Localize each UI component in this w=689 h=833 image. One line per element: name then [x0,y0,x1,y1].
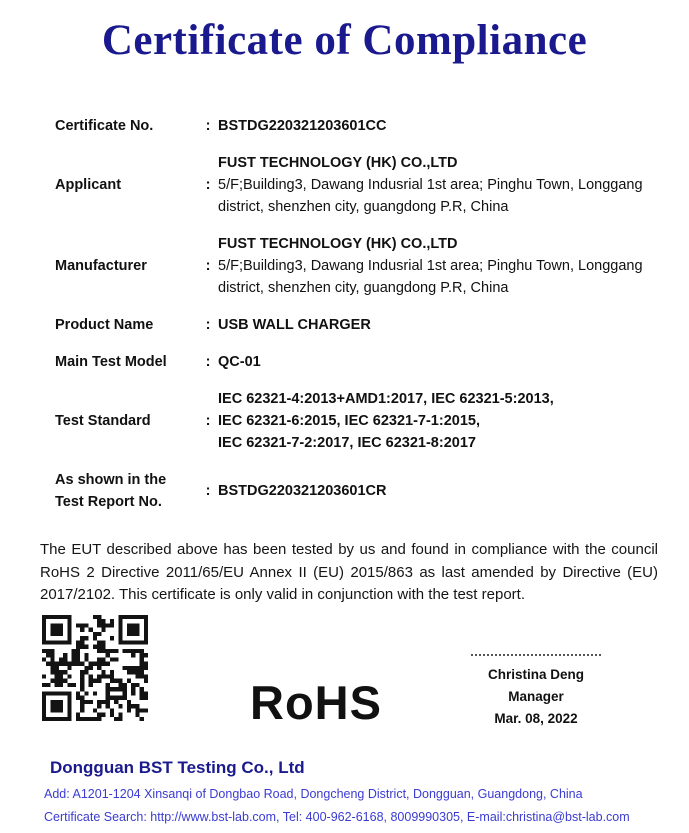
field-label: Manufacturer [55,258,147,274]
lab-contact-line: Certificate Search: http://www.bst-lab.com, Tel: 400-962-6168, 8009990305, E-mail:christina@bst-lab.com [44,810,630,824]
field-row-main-test-model [55,351,659,373]
lab-footer [0,758,689,824]
lab-address: Add: A1201-1204 Xinsanqi of Dongbao Road, Dongcheng District, Dongguan, Guangdong, China [44,787,583,801]
signature-date: Mar. 08, 2022 [494,711,578,726]
field-colon: : [205,118,211,134]
field-label: Product Name [55,317,154,333]
field-row-manufacturer [55,233,659,299]
lab-company-name: Dongguan BST Testing Co., Ltd [50,758,305,777]
certificate-fields [0,115,689,513]
certificate-number: BSTDG220321203601CC [218,118,387,134]
field-row-test-standard [55,388,659,454]
field-row-certificate-no [55,115,659,137]
test-standard-line: IEC 62321-6:2015, IEC 62321-7-1:2015, [218,413,480,429]
signature-block [450,654,622,730]
stamp-section [0,608,689,753]
signatory-name: Christina Deng [487,667,584,682]
field-label: As shown in the Test Report No. [55,472,167,510]
field-row-test-report-no [55,469,659,513]
field-colon: : [205,483,211,499]
field-value [218,152,659,218]
qr-code [42,611,148,725]
field-value [218,388,659,454]
field-label: Certificate No. [55,118,154,134]
field-colon: : [205,317,211,333]
field-colon: : [205,258,211,274]
rohs-logo: RoHS [250,676,382,729]
field-label: Main Test Model [55,354,167,370]
field-value [218,351,659,373]
field-label: Test Standard [55,413,151,429]
applicant-company: FUST TECHNOLOGY (HK) CO.,LTD [218,155,458,171]
field-value [218,314,659,336]
test-standard-line: IEC 62321-4:2013+AMD1:2017, IEC 62321-5:2013, [218,391,554,407]
signature-dotted-line [471,654,601,656]
manufacturer-address: 5/F;Building3, Dawang Indusrial 1st area; Pinghu Town, Longgang district, shenzhen city, guangdong P.R, China [218,258,643,296]
field-value [218,115,659,137]
manufacturer-company: FUST TECHNOLOGY (HK) CO.,LTD [218,236,458,252]
applicant-address: 5/F;Building3, Dawang Indusrial 1st area; Pinghu Town, Longgang district, shenzhen city, guangdong P.R, China [218,177,643,215]
certificate-title: Certificate of Compliance [101,17,588,64]
signatory-title: Manager [508,689,564,704]
compliance-statement: The EUT described above has been tested by us and found in compliance with the council RoHS 2 Directive 2011/65/EU Annex II (EU) 2015/863 as last amended by Directive (EU) 2017/2102. This certificate is only valid in conjunction with the test report. [40,541,658,603]
field-row-applicant [55,152,659,218]
field-value [218,233,659,299]
field-row-product-name [55,314,659,336]
test-standard-line: IEC 62321-7-2:2017, IEC 62321-8:2017 [218,435,476,451]
field-colon: : [205,177,211,193]
product-name: USB WALL CHARGER [218,317,371,333]
field-value [218,480,659,502]
test-report-number: BSTDG220321203601CR [218,483,387,499]
field-colon: : [205,413,211,429]
main-test-model: QC-01 [218,354,261,370]
field-label: Applicant [55,177,122,193]
field-colon: : [205,354,211,370]
